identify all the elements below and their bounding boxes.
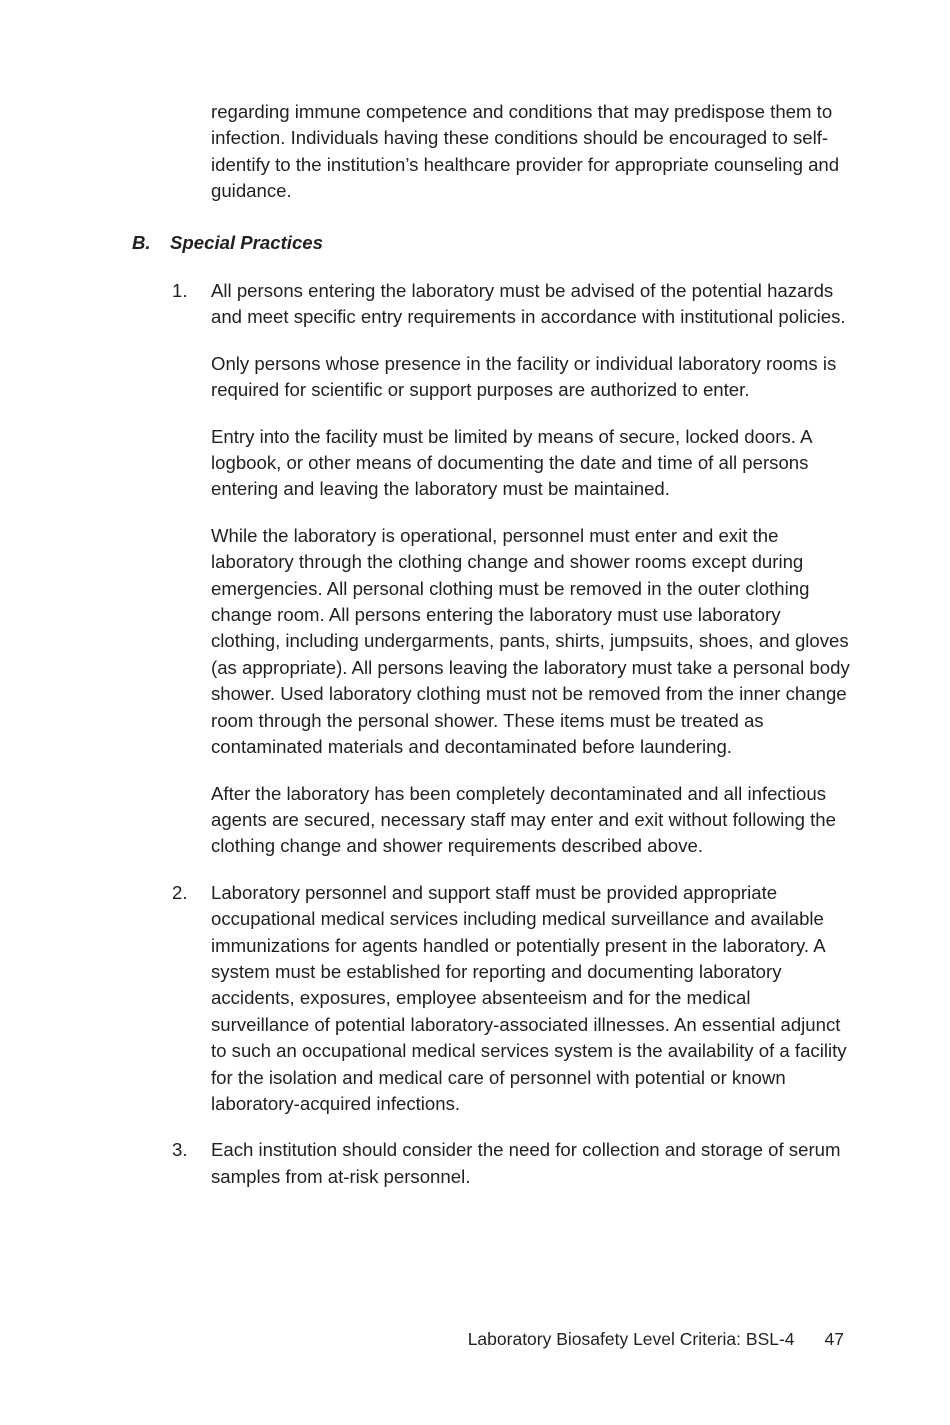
list-item: [172, 880, 852, 1118]
section-heading: [132, 230, 323, 256]
special-practices-list: [172, 278, 852, 1210]
list-item-paragraph: Each institution should consider the need for collection and storage of serum samples from at-risk personnel.: [211, 1139, 841, 1187]
list-item-paragraph: Laboratory personnel and support staff must be provided appropriate occupational medical services including medical surveillance and available immunizations for agents handled or potentially present in the laboratory. A system must be established for reporting and documenting laboratory accidents, exposures, employee absenteeism and for the medical surveillance of potential laboratory-associated illnesses. An essential adjunct to such an occupational medical services system is the availability of a facility for the isolation and medical care of personnel with potential or known laboratory-acquired infections.: [211, 881, 847, 1114]
section-letter: B.: [132, 232, 151, 253]
list-item-number: 3.: [172, 1139, 188, 1161]
running-title: Laboratory Biosafety Level Criteria: BSL-4: [467, 1329, 795, 1349]
list-item-paragraph: All persons entering the laboratory must be advised of the potential hazards and meet specific entry requirements in accordance with institutional policies.: [211, 280, 846, 328]
list-item-paragraph: While the laboratory is operational, personnel must enter and exit the laboratory through the clothing change and shower rooms except during emergencies. All personal clothing must be removed in the outer clothing change room. All persons entering the laboratory must use laboratory clothing, including undergarments, pants, shirts, jumpsuits, shoes, and gloves (as appropriate). All persons leaving the laboratory must take a personal body shower. Used laboratory clothing must not be removed from the inner change room through the personal shower. These items must be treated as contaminated materials and decontaminated before laundering.: [211, 524, 850, 758]
section-title: Special Practices: [170, 232, 323, 253]
list-item: [172, 1137, 852, 1190]
list-item-paragraph: After the laboratory has been completely decontaminated and all infectious agents are secured, necessary staff may enter and exit without following the clothing change and shower requirements described above.: [211, 782, 836, 857]
list-item-number: 1.: [172, 280, 188, 301]
list-item: [172, 278, 852, 860]
list-item-paragraph: Entry into the facility must be limited by means of secure, locked doors. A logbook, or other means of documenting the date and time of all persons entering and leaving the laboratory must be maintained.: [211, 425, 812, 500]
list-item-number: 2.: [172, 881, 188, 903]
page-number: 47: [824, 1329, 844, 1349]
list-item-paragraph: Only persons whose presence in the facility or individual laboratory rooms is required for scientific or support purposes are authorized to enter.: [211, 352, 837, 401]
page-footer: [468, 1327, 844, 1351]
intro-paragraph: regarding immune competence and conditions that may predispose them to infection. Individuals having these conditions should be encouraged to self-identify to the institution’s healthcare provider for appropriate counseling and guidance.: [211, 101, 840, 202]
